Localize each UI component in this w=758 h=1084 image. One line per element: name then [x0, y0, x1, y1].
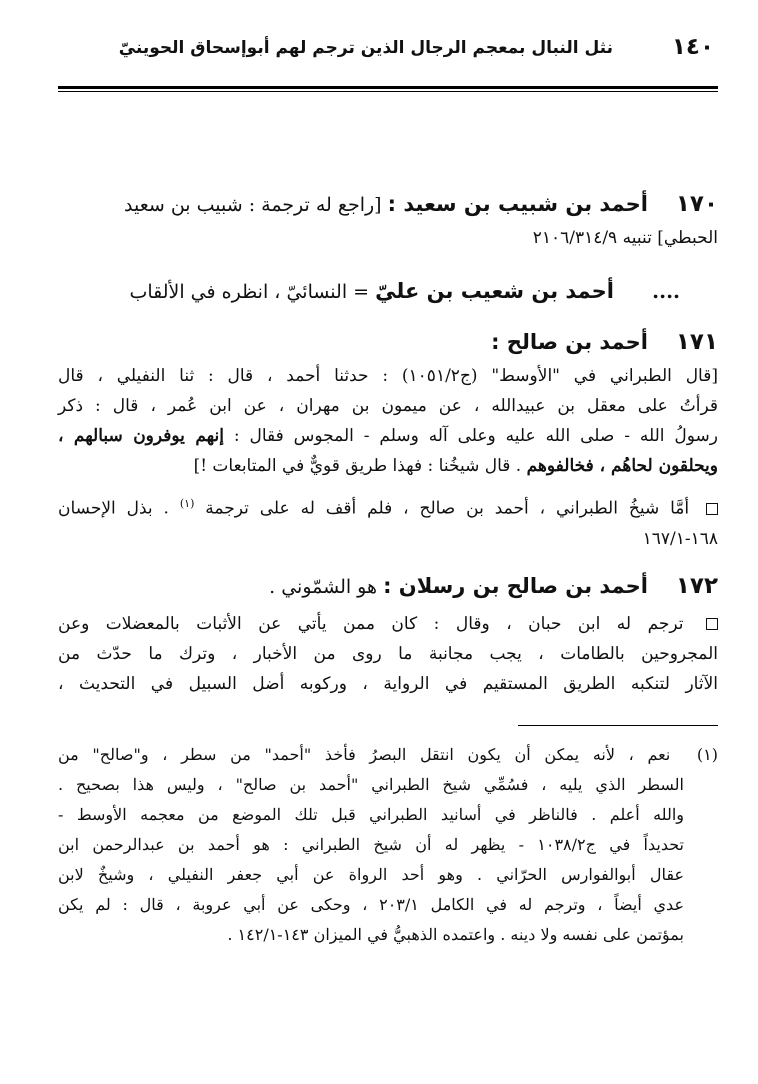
- header-rule-thin: [58, 91, 718, 92]
- page-header: [58, 30, 718, 68]
- text-segment: أمَّا شيخُ الطبراني ، أحمد بن صالح ، فلم أقف له على ترجمة: [205, 498, 690, 519]
- page-number: ١٤٠: [671, 34, 714, 60]
- entry-172: [58, 568, 718, 699]
- footnote-marker: (١): [696, 744, 718, 764]
- entry-170-line-2: الحبطي] تنبيه ٢١٠٦/٣١٤/٩: [532, 228, 718, 248]
- text-segment: رسولُ الله - صلى الله عليه وعلى آله وسلم - المجوس فقال :: [233, 426, 719, 446]
- text-line: [58, 451, 718, 481]
- entry-171-heading: [58, 324, 718, 361]
- entry-name: أحمد بن شبيب بن سعيد :: [387, 192, 648, 216]
- text-segment: ترجم له ابن حبان ، وقال : كان ممن يأتي عن الأثبات بالمعضلات وعن: [58, 613, 684, 634]
- entry-name: أحمد بن صالح بن رسلان :: [383, 573, 648, 598]
- entry-text: هو الشمّوني .: [269, 575, 378, 598]
- hadith-text-bold: إنهم يوفرون سبالهم ،: [58, 426, 224, 446]
- checkbox-bullet-icon: [706, 503, 718, 515]
- footnotes: [58, 740, 718, 950]
- header-rule-thick: [58, 86, 718, 89]
- text-line: الآثار لتنكبه الطريق المستقيم في الرواية ، وركوبه أضل السبيل في التحديث ،: [58, 673, 718, 694]
- checkbox-bullet-icon: [706, 618, 718, 630]
- entry-number: ١٧٢: [675, 572, 718, 599]
- note-line: [58, 489, 718, 524]
- footnote-separator: [518, 725, 718, 726]
- text-line: [قال الطبراني في "الأوسط" (ج١٠٥١/٢) : حدثنا أحمد ، قال : ثنا النفيلي ، قال: [58, 366, 718, 386]
- footnote-line: تحديداً في ج١٠٣٨/٢ - يظهر له أن شيخ الطبراني : هو أحمد بن عبدالرحمن ابن: [58, 834, 684, 854]
- text-line: قرأتُ على معقل بن عبيدالله ، عن ميمون بن مهران ، عن ابن عُمر ، قال : ذكر: [58, 396, 718, 416]
- text-line: المجروحين بالطامات ، يجب مجانبة ما روى من الأخبار ، وترك ما حدّث من: [58, 643, 718, 664]
- cross-reference-entry: [58, 273, 718, 310]
- footnote-line: بمؤتمن على نفسه ولا دينه . واعتمده الذهبيُّ في الميزان ١٤٣-١٤٢/١ .: [227, 924, 684, 944]
- entry-171: [58, 324, 718, 554]
- footnote-line: عدي أيضاً ، وترجم له في الكامل ٢٠٣/١ ، وحكى عن أبي عروبة ، قال : لم يكن: [58, 894, 684, 914]
- entry-name: أحمد بن شعيب بن عليّ: [375, 279, 614, 303]
- footnote-line: عقال أبوالفوارس الحرّاني . وهو أحد الرواة عن أبي جعفر النفيلي ، وشيخٌ لابن: [58, 864, 684, 884]
- entry-text: [راجع له ترجمة : شبيب بن سعيد: [123, 194, 382, 216]
- entry-172-heading: [58, 568, 718, 605]
- text-line: [58, 609, 718, 639]
- ellipsis-marker: ....: [652, 279, 680, 303]
- entry-170-heading: [58, 186, 718, 223]
- footnote-line: [58, 740, 718, 770]
- entry-name: أحمد بن صالح :: [491, 330, 648, 354]
- cross-reference-line: [58, 273, 718, 310]
- entry-number: ١٧٠: [675, 191, 718, 217]
- footnote-line: السطر الذي يليه ، فسُمِّي شيخ الطبراني "أحمد بن صالح" ، وليس هذا بصحيح .: [58, 774, 684, 794]
- footnote-reference[interactable]: (١): [179, 497, 195, 510]
- running-title: نثل النبال بمعجم الرجال الذين ترجم لهم أبوإسحاق الحوينيّ: [118, 38, 613, 58]
- note-line: ١٦٨-١٦٧/١: [642, 528, 718, 549]
- hadith-text-bold: ويحلقون لحاهُم ، فخالفوهم: [526, 456, 718, 476]
- footnote-line: والله أعلم . فالناظر في أسانيد الطبراني قبل تلك الموضع من معجمه الأوسط -: [58, 804, 684, 824]
- text-line: [58, 421, 718, 451]
- entry-number: ١٧١: [675, 329, 718, 355]
- entry-170: [58, 186, 718, 253]
- entry-text: = النسائيّ ، انظره في الألقاب: [129, 281, 370, 303]
- text-segment: نعم ، لأنه يمكن أن يكون انتقل البصرُ فأخذ "أحمد" من سطر ، و"صالح" من: [58, 744, 671, 764]
- text-segment: . قال شيخُنا : فهذا طريق قويٌّ في المتابعات !]: [193, 456, 522, 476]
- text-segment: . بذل الإحسان: [58, 498, 169, 519]
